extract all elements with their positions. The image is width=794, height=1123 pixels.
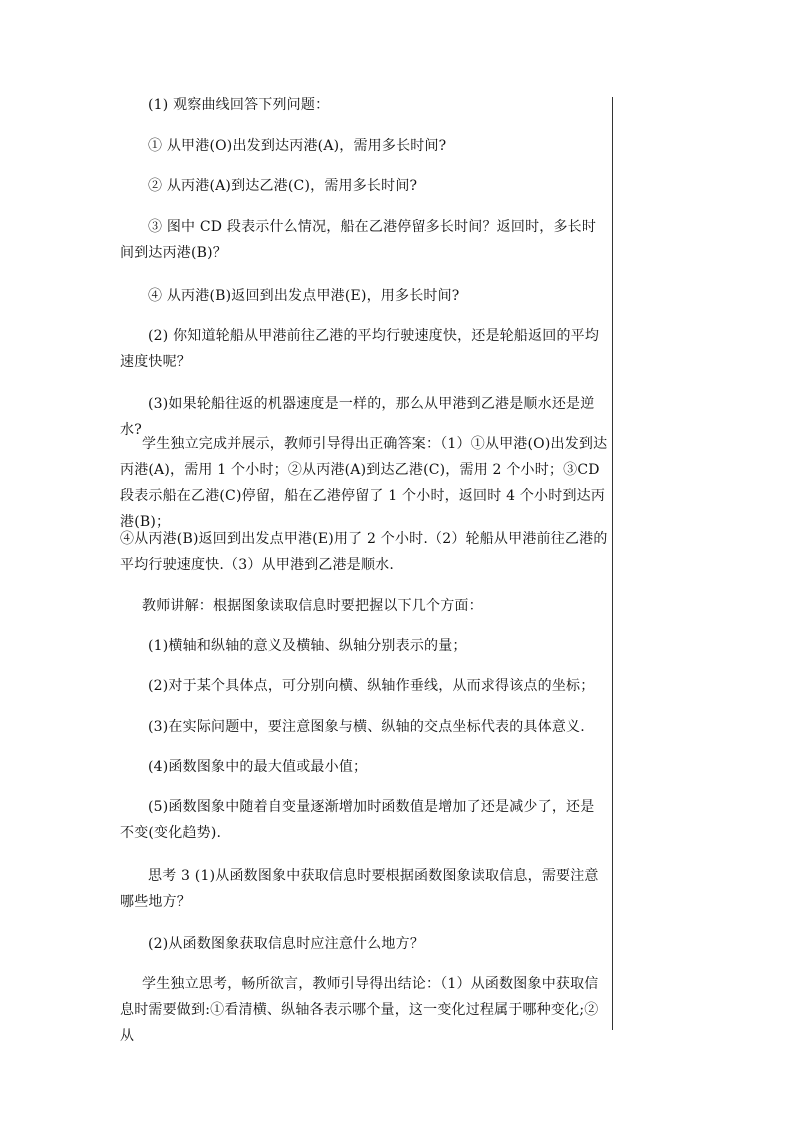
- answer-paragraph-1: 学生独立完成并展示，教师引导得出正确答案：（1）①从甲港(O)出发到达丙港(A)，需用 1 个小时；②从丙港(A)到达乙港(C)，需用 2 个小时；③CD 段表示船在乙港(C)停留，船在乙港停留了 1 个小时，返回时 4 个小时到达丙港(B)；: [120, 436, 608, 530]
- question-1-item-1: ① 从甲港(O)出发到达丙港(A)，需用多长时间?: [148, 138, 447, 154]
- point-1: (1)横轴和纵轴的意义及横轴、纵轴分别表示的量；: [148, 638, 467, 654]
- teacher-explanation: 教师讲解：根据图象读取信息时要把握以下几个方面：: [142, 598, 483, 614]
- question-2: (2) 你知道轮船从甲港前往乙港的平均行驶速度快，还是轮船返回的平均速度快呢？: [120, 328, 600, 370]
- question-1-item-2: ② 从丙港(A)到达乙港(C)，需用多长时间?: [148, 178, 418, 194]
- question-1-heading: (1) 观察曲线回答下列问题：: [148, 97, 330, 113]
- question-1-item-4: ④ 从丙港(B)返回到出发点甲港(E)，用多长时间?: [148, 288, 460, 304]
- table-right-border: [612, 97, 613, 1030]
- point-3: (3)在实际问题中，要注意图象与横、纵轴的交点坐标代表的具体意义.: [148, 719, 585, 735]
- think-3-question-1: 思考 3 (1)从函数图象中获取信息时要根据函数图象读取信息，需要注意哪些地方？: [120, 868, 599, 910]
- point-4: (4)函数图象中的最大值或最小值；: [148, 759, 368, 775]
- question-1-item-3: ③ 图中 CD 段表示什么情况，船在乙港停留多长时间？返回时，多长时间到达丙港(B)？: [120, 219, 597, 261]
- point-2: (2)对于某个具体点，可分别向横、纵轴作垂线，从而求得该点的坐标；: [148, 678, 595, 694]
- conclusion-paragraph: 学生独立思考，畅所欲言，教师引导得出结论：（1）从函数图象中获取信息时需要做到:①看清横、纵轴各表示哪个量，这一变化过程属于哪种变化;②从: [120, 976, 599, 1044]
- think-3-question-2: (2)从函数图象获取信息时应注意什么地方？: [148, 936, 425, 952]
- point-5: (5)函数图象中随着自变量逐渐增加时函数值是增加了还是减少了，还是不变(变化趋势).: [120, 799, 595, 841]
- question-3: (3)如果轮船往返的机器速度是一样的，那么从甲港到乙港是顺水还是逆水?: [120, 396, 595, 438]
- answer-paragraph-2: ④从丙港(B)返回到出发点甲港(E)用了 2 个小时.（2）轮船从甲港前往乙港的平均行驶速度快.（3）从甲港到乙港是顺水.: [120, 531, 608, 573]
